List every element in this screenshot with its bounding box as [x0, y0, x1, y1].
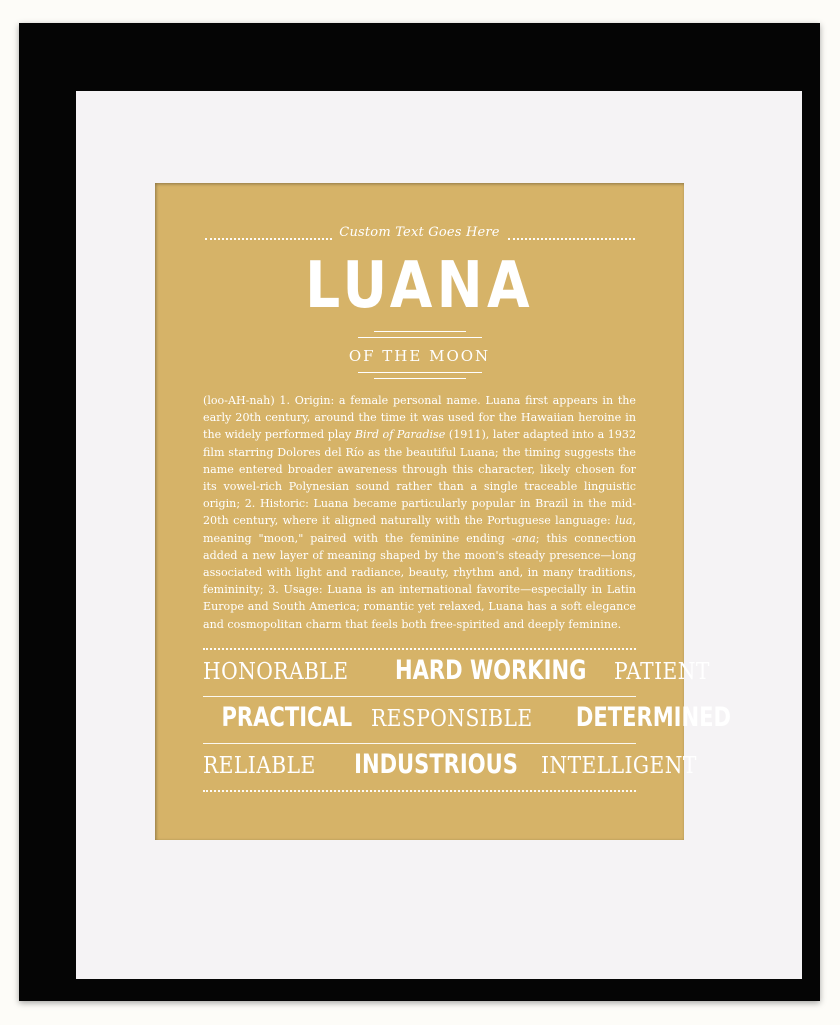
trait: INDUSTRIOUS [354, 749, 518, 780]
trait: RELIABLE [203, 753, 316, 779]
trait: HARD WORKING [395, 655, 587, 686]
rule-top-long [358, 337, 482, 338]
trait: HONORABLE [203, 659, 349, 685]
trait: INTELLIGENT [541, 753, 697, 779]
rule-bottom-short [374, 378, 466, 379]
trait-row-3 [203, 749, 697, 780]
custom-text: Custom Text Goes Here [339, 225, 500, 240]
rule-top-short [374, 331, 466, 332]
dotted-divider-traits-top [203, 648, 636, 650]
trait-row-2 [203, 702, 732, 733]
trait-row-1 [203, 655, 710, 686]
trait: PATIENT [613, 659, 710, 685]
dotted-divider-traits-bottom [203, 790, 636, 792]
trait: RESPONSIBLE [370, 706, 533, 732]
name-print [155, 183, 732, 840]
trait: PRACTICAL [221, 702, 353, 733]
pronunciation: (loo-AH-nah) [203, 394, 275, 407]
name-title: LUANA [305, 249, 534, 323]
trait: DETERMINED [576, 702, 732, 733]
rule-bottom-long [358, 372, 482, 373]
trait-separator [203, 696, 636, 697]
name-meaning: OF THE MOON [348, 347, 491, 365]
dotted-divider-right [508, 238, 635, 240]
name-description: (loo-AH-nah) 1. Origin: a female personal name. Luana first appears in the early 20th century, around the time it was used for the Hawaiian heroine in the widely performed play Bird of Paradise (1911), later adapted into a 1932 film starring Dolores del Río as the beautiful Luana; the timing suggests the name entered broader awareness through this character, likely chosen for its vowel-rich Polynesian sound rather than a single traceable linguistic origin; 2. Historic: Luana became particularly popular in Brazil in the mid-20th century, where it aligned naturally with the Portuguese language: lua, meaning "moon," paired with the feminine ending -ana; this connection added a new layer of meaning shaped by the moon's steady presence—long associated with light and radiance, beauty, rhythm and, in many traditions, femininity; 3. Usage: Luana is an international favorite—especially in Latin Europe and South America; romantic yet relaxed, Luana has a soft elegance and cosmopolitan charm that feels both free-spirited and deeply feminine. [203, 394, 637, 631]
trait-separator [203, 743, 636, 744]
